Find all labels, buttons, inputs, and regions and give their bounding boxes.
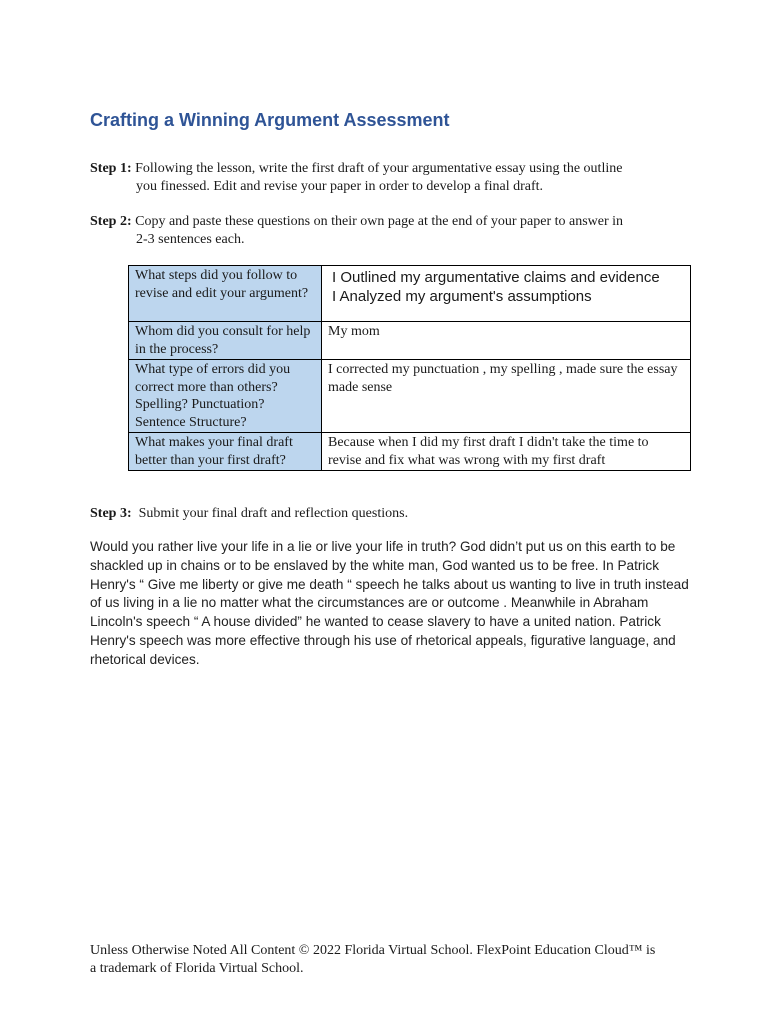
- question-cell: Whom did you consult for help in the process?: [129, 322, 322, 360]
- step-2-text: Copy and paste these questions on their own page at the end of your paper to answer in: [135, 214, 624, 229]
- essay-paragraph: Would you rather live your life in a lie or live your life in truth? God didn’t put us on this earth to be shackled up in chains or to be enslaved by the white man, God wanted us to be free. In Patrick Henry's “ Give me liberty or give me death “ speech he talks about us wanting to live in truth instead of us living in a lie no matter what the circumstances are or outcome . Meanwhile in Abraham Lincoln's speech “ A house divided” he wanted to cease slavery to have a united nation. Patrick Henry's speech was more effective through his use of rhetorical appeals, figurative language, and rhetorical devices.: [90, 539, 689, 667]
- table-row: [129, 322, 691, 360]
- page-title: Crafting a Winning Argument Assessment: [90, 110, 450, 130]
- step-2-text-continued: 2-3 sentences each.: [136, 232, 245, 247]
- reflection-table: [128, 265, 691, 471]
- table-row: [129, 433, 691, 471]
- question-cell: What makes your final draft better than your first draft?: [129, 433, 322, 471]
- step-1-label: Step 1:: [90, 161, 132, 176]
- step-1-text: Following the lesson, write the first draft of your argumentative essay using the outline: [135, 161, 623, 176]
- step-3-label: Step 3:: [90, 506, 132, 521]
- question-cell: What type of errors did you correct more than others? Spelling? Punctuation? Sentence Structure?: [129, 360, 322, 433]
- answer-line: I Outlined my argumentative claims and evidence: [332, 269, 660, 286]
- step-1: [90, 160, 680, 196]
- answer-cell: [322, 266, 691, 322]
- step-1-text-continued: you finessed. Edit and revise your paper in order to develop a final draft.: [136, 179, 544, 194]
- answer-line: I Analyzed my argument's assumptions: [332, 288, 592, 305]
- step-2-label: Step 2:: [90, 214, 132, 229]
- step-3: [90, 505, 680, 523]
- question-cell: What steps did you follow to revise and edit your argument?: [129, 266, 322, 322]
- answer-cell: I corrected my punctuation , my spelling , made sure the essay made sense: [322, 360, 691, 433]
- copyright-footer: Unless Otherwise Noted All Content © 2022 Florida Virtual School. FlexPoint Education Cloud™ is a trademark of Florida Virtual School.: [90, 943, 656, 976]
- table-row: [129, 360, 691, 433]
- answer-cell: Because when I did my first draft I didn't take the time to revise and fix what was wrong with my first draft: [322, 433, 691, 471]
- answer-cell: My mom: [322, 322, 691, 360]
- step-3-text: Submit your final draft and reflection questions.: [138, 506, 409, 521]
- table-row: [129, 266, 691, 322]
- step-2: [90, 213, 680, 249]
